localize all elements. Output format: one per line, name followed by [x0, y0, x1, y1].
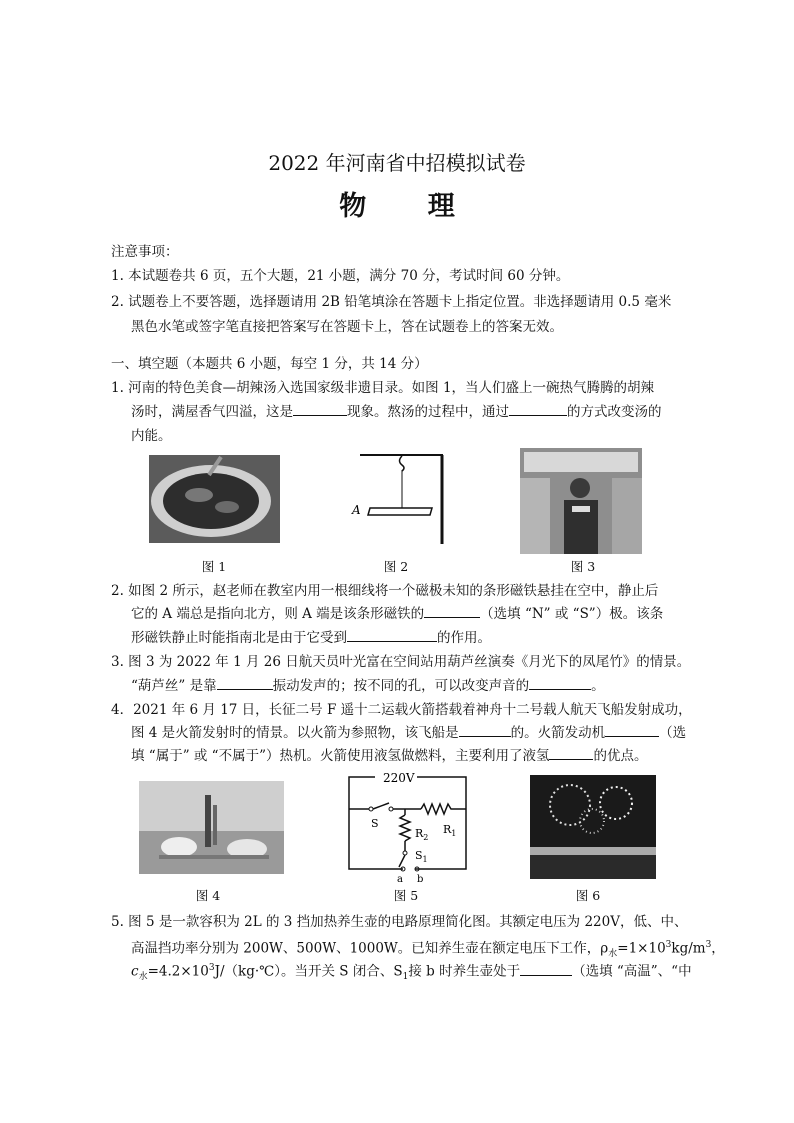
q5-line3 — [131, 958, 692, 987]
r2-label: $R_2$ — [415, 827, 429, 842]
q2-text-d: 的作用。 — [437, 630, 491, 646]
rocket-launch-image — [139, 781, 284, 874]
q2-line2 — [131, 604, 663, 624]
q3-text-c: 。 — [591, 678, 605, 694]
terminal-b-label: b — [417, 874, 424, 883]
q4-line1: 4．2021 年 6 月 17 日，长征二号 F 遥十二运载火箭搭载着神舟十二号载人航天飞船发射成功， — [111, 702, 692, 718]
s1-label: $S_1$ — [415, 849, 428, 864]
q3-text-a: “葫芦丝” 是靠 — [131, 678, 217, 694]
q5-text-d: ， — [711, 940, 725, 957]
voltage-label: 220V — [383, 771, 415, 785]
q4-blank-1[interactable] — [459, 723, 511, 737]
q4-blank-3[interactable] — [549, 746, 593, 760]
q2-line3 — [131, 628, 491, 648]
q4-text-e: 的优点。 — [593, 748, 648, 764]
q4-text-c: （选 — [659, 725, 687, 741]
figure-1-soup-photo — [149, 455, 280, 543]
q4-line3 — [131, 746, 647, 766]
q5-text-f: J/（kg·℃）。当开关 S 闭合、S — [214, 963, 403, 980]
q5-sub-water: 水 — [608, 949, 618, 960]
q5-sup-2: 3 — [705, 940, 712, 950]
suspended-magnet-drawing — [340, 452, 450, 546]
q2-text-c: 形磁铁静止时能指南北是由于它受到 — [131, 630, 347, 646]
figure-5-circuit-diagram — [345, 771, 470, 883]
q5-sub-s1: 1 — [402, 972, 409, 983]
q1-text-c: 的方式改变汤的 — [567, 404, 662, 420]
q4-text-d: 填 “属于” 或 “不属于”）热机。火箭使用液氢做燃料，主要利用了液氢 — [131, 748, 550, 764]
q5-sup-3: 3 — [208, 963, 215, 973]
q1-line1: 1. 河南的特色美食—胡辣汤入选国家级非遗目录。如图 1，当人们盛上一碗热气腾腾的胡辣 — [111, 380, 655, 396]
q1-text-a: 汤时，满屋香气四溢，这是 — [131, 404, 293, 420]
notes-heading: 注意事项： — [111, 244, 179, 260]
q5-text-g: 接 b 时养生壶处于 — [408, 963, 521, 980]
q2-text-b: （选填 “N” 或 “S”）极。该条 — [480, 606, 664, 622]
q4-line2 — [131, 723, 686, 743]
q3-line2 — [131, 676, 605, 696]
q1-text-b: 现象。熬汤的过程中，通过 — [347, 404, 509, 420]
caption-figure-2: 图 2 — [383, 559, 409, 574]
q3-blank-2[interactable] — [529, 676, 591, 690]
q5-text-a: 高温挡功率分别为 200W、500W、1000W。已知养生壶在额定电压下工作，ρ — [131, 940, 609, 957]
q5-line1: 5. 图 5 是一款容积为 2L 的 3 挡加热养生壶的电路原理简化图。其额定电压为 220V，低、中、 — [111, 914, 688, 930]
q5-sub-water-2: 水 — [138, 972, 148, 983]
q1-line3: 内能。 — [131, 428, 172, 444]
caption-figure-6: 图 6 — [575, 888, 601, 903]
switch-s-label: S — [371, 817, 379, 830]
figure-4-rocket-photo — [139, 781, 284, 874]
r1-label: $R_1$ — [443, 823, 457, 838]
exam-title: 2022 年河南省中招模拟试卷 — [268, 151, 526, 175]
q1-blank-2[interactable] — [509, 402, 567, 416]
q4-text-b: 的。火箭发动机 — [510, 725, 606, 741]
q2-blank-2[interactable] — [347, 628, 437, 642]
q2-text-a: 它的 A 端总是指向北方，则 A 端是该条形磁铁的 — [131, 606, 425, 622]
figure-3-astronaut-photo — [520, 448, 642, 554]
magnet-end-label: A — [352, 503, 361, 517]
q4-text-a: 图 4 是火箭发射时的情景。以火箭为参照物，该飞船是 — [131, 725, 459, 741]
q5-symbol-c: c — [131, 963, 139, 980]
caption-figure-4: 图 4 — [195, 888, 221, 903]
q2-line1: 2. 如图 2 所示，赵老师在教室内用一根细线将一个磁极未知的条形磁铁悬挂在空中，静止后 — [111, 583, 659, 599]
q5-text-b: =1×10 — [617, 940, 666, 957]
caption-figure-3: 图 3 — [570, 559, 596, 574]
soup-bowl-image — [149, 455, 280, 543]
q5-text-c: kg/m — [671, 940, 706, 957]
q3-text-b: 振动发声的；按不同的孔，可以改变声音的 — [272, 678, 530, 694]
note-2b: 黑色水笔或签字笔直接把答案写在答题卡上，答在试题卷上的答案无效。 — [131, 319, 563, 335]
figure-6-fireworks-photo — [530, 775, 656, 879]
section-heading: 一、填空题（本题共 6 小题，每空 1 分，共 14 分） — [111, 356, 428, 372]
q1-line2 — [131, 402, 662, 422]
figure-2-magnet-diagram — [340, 452, 450, 546]
q4-blank-2[interactable] — [605, 723, 659, 737]
q2-blank-1[interactable] — [424, 604, 480, 618]
caption-figure-5: 图 5 — [393, 888, 419, 903]
q5-blank-1[interactable] — [520, 962, 572, 976]
q5-sup-1: 3 — [665, 940, 672, 950]
q1-blank-1[interactable] — [293, 402, 347, 416]
q5-text-h: （选填 “高温”、“中 — [572, 963, 692, 980]
q3-blank-1[interactable] — [217, 676, 273, 690]
caption-figure-1: 图 1 — [201, 559, 227, 574]
q5-text-e: =4.2×10 — [147, 963, 209, 980]
space-station-image — [520, 448, 642, 554]
note-2a: 2. 试题卷上不要答题，选择题请用 2B 铅笔填涂在答题卡上指定位置。非选择题请用 0.5 毫米 — [111, 294, 672, 310]
terminal-a-label: a — [397, 874, 403, 883]
note-1: 1. 本试题卷共 6 页，五个大题，21 小题，满分 70 分，考试时间 60 分钟。 — [111, 268, 570, 284]
heater-circuit-drawing — [345, 771, 470, 883]
subject-title: 物 理 — [339, 191, 481, 222]
fireworks-image — [530, 775, 656, 879]
q3-line1: 3. 图 3 为 2022 年 1 月 26 日航天员叶光富在空间站用葫芦丝演奏《月光下的凤尾竹》的情景。 — [111, 654, 691, 670]
